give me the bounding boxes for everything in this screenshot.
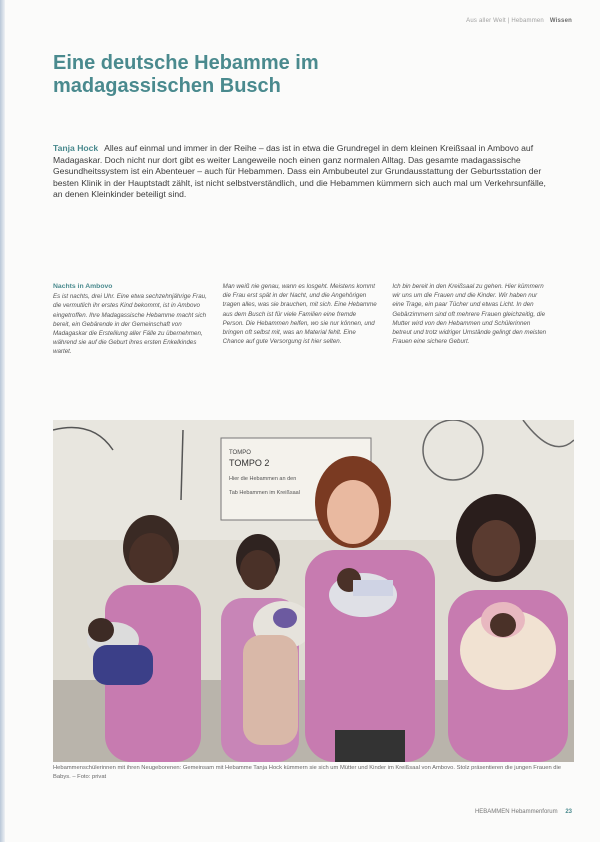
author-name: Tanja Hock bbox=[53, 143, 99, 153]
title-line-2: madagassischen Busch bbox=[53, 75, 281, 97]
page-edge-shadow bbox=[0, 0, 5, 842]
title-line-1: Eine deutsche Hebamme im bbox=[53, 52, 319, 74]
photo-caption: Hebammenschülerinnen mit ihren Neugeborenen: Gemeinsam mit Hebamme Tanja Hock kümmern sie sich um Mütter und Kinder im Kreißsaal von Ambovo. Stolz präsentieren die jungen Frauen die Babys. – Foto: privat bbox=[53, 765, 562, 780]
header-category: Aus aller Welt | Hebammen bbox=[466, 18, 544, 24]
body-columns bbox=[53, 282, 548, 357]
lead-paragraph bbox=[53, 143, 548, 201]
section-heading: Nachts in Ambovo bbox=[53, 283, 113, 290]
page-footer bbox=[475, 809, 572, 815]
article-title bbox=[53, 52, 523, 98]
body-column-3 bbox=[392, 282, 548, 357]
lead-text: Alles auf einmal und immer in der Reihe – das ist in etwa die Grundregel in dem kleinen Kreißsaal in Ambovo auf Madagaskar. Doch nicht nur dort gibt es weiter Langeweile noch einen ganz normalen Alltag. Das gesamte madagassische Gesundheitssystem ist ein Abenteuer – auch für Hebammen. Dass ein Ambubeutel zur Grundausstattung der Geburtsstation der besten Klinik in der Hauptstadt zählt, ist nicht selbstverständlich, und die Hebammen kümmern sich auch mal um Verkehrsunfälle, an denen Kleinkinder beteiligt sind. bbox=[53, 143, 546, 200]
board-text-1: TOMPO bbox=[229, 450, 251, 456]
board-text-3: Hier die Hebammen an den bbox=[229, 476, 297, 482]
board-text-2: TOMPO 2 bbox=[229, 458, 270, 468]
footer-magazine: HEBAMMEN Hebammenforum bbox=[474, 809, 558, 815]
board-text-4: Tab Hebammen im Kreißsaal bbox=[229, 490, 300, 496]
column-text: Man weiß nie genau, wann es losgeht. Meistens kommt die Frau erst spät in der Nacht, und die Angehörigen tragen alles, was sie brauchen, mit sich. Eine Hebamme aus dem Busch ist für viele Familien eine fremde Person. Die Hebammen helfen, wo sie nur können, und bringen oft selbst mit, was an Material fehlt. Eine Chance auf gute Versorgung ist hier selten. bbox=[222, 283, 377, 346]
header-section: Wissen bbox=[549, 18, 572, 24]
body-column-1 bbox=[53, 282, 209, 357]
body-column-2 bbox=[223, 282, 379, 357]
column-text: Es ist nachts, drei Uhr. Eine etwa sechzehnjährige Frau, die vermutlich ihr erstes Kind bekommt, ist in Ambovo eingetroffen. Ihre Madagassische Hebamme macht sich bereit, ein Gebärende in der Gemeinschaft von Madagaskar die Erstelilung aller Fälle zu übernehmen, während sie auf die Geburt ihres ersten Enkelkindes wartet. bbox=[53, 293, 207, 356]
running-header bbox=[466, 18, 572, 24]
page-number: 23 bbox=[565, 809, 572, 815]
column-text: Ich bin bereit in den Kreißsaal zu gehen. Hier kümmern wir uns um die Frauen und die Kinder. Wir haben nur eine Trage, ein paar Tücher und etwas Licht. In den Gebärzimmern sind oft mehrere Frauen gleichzeitig, die Mutter wird von den Hebammen und Schülerinnen betreut und trotz widriger Umstände gelingt den meisten Frauen eine sichere Geburt. bbox=[392, 283, 547, 346]
photo-illustration bbox=[53, 420, 574, 762]
article-photo bbox=[53, 420, 574, 762]
